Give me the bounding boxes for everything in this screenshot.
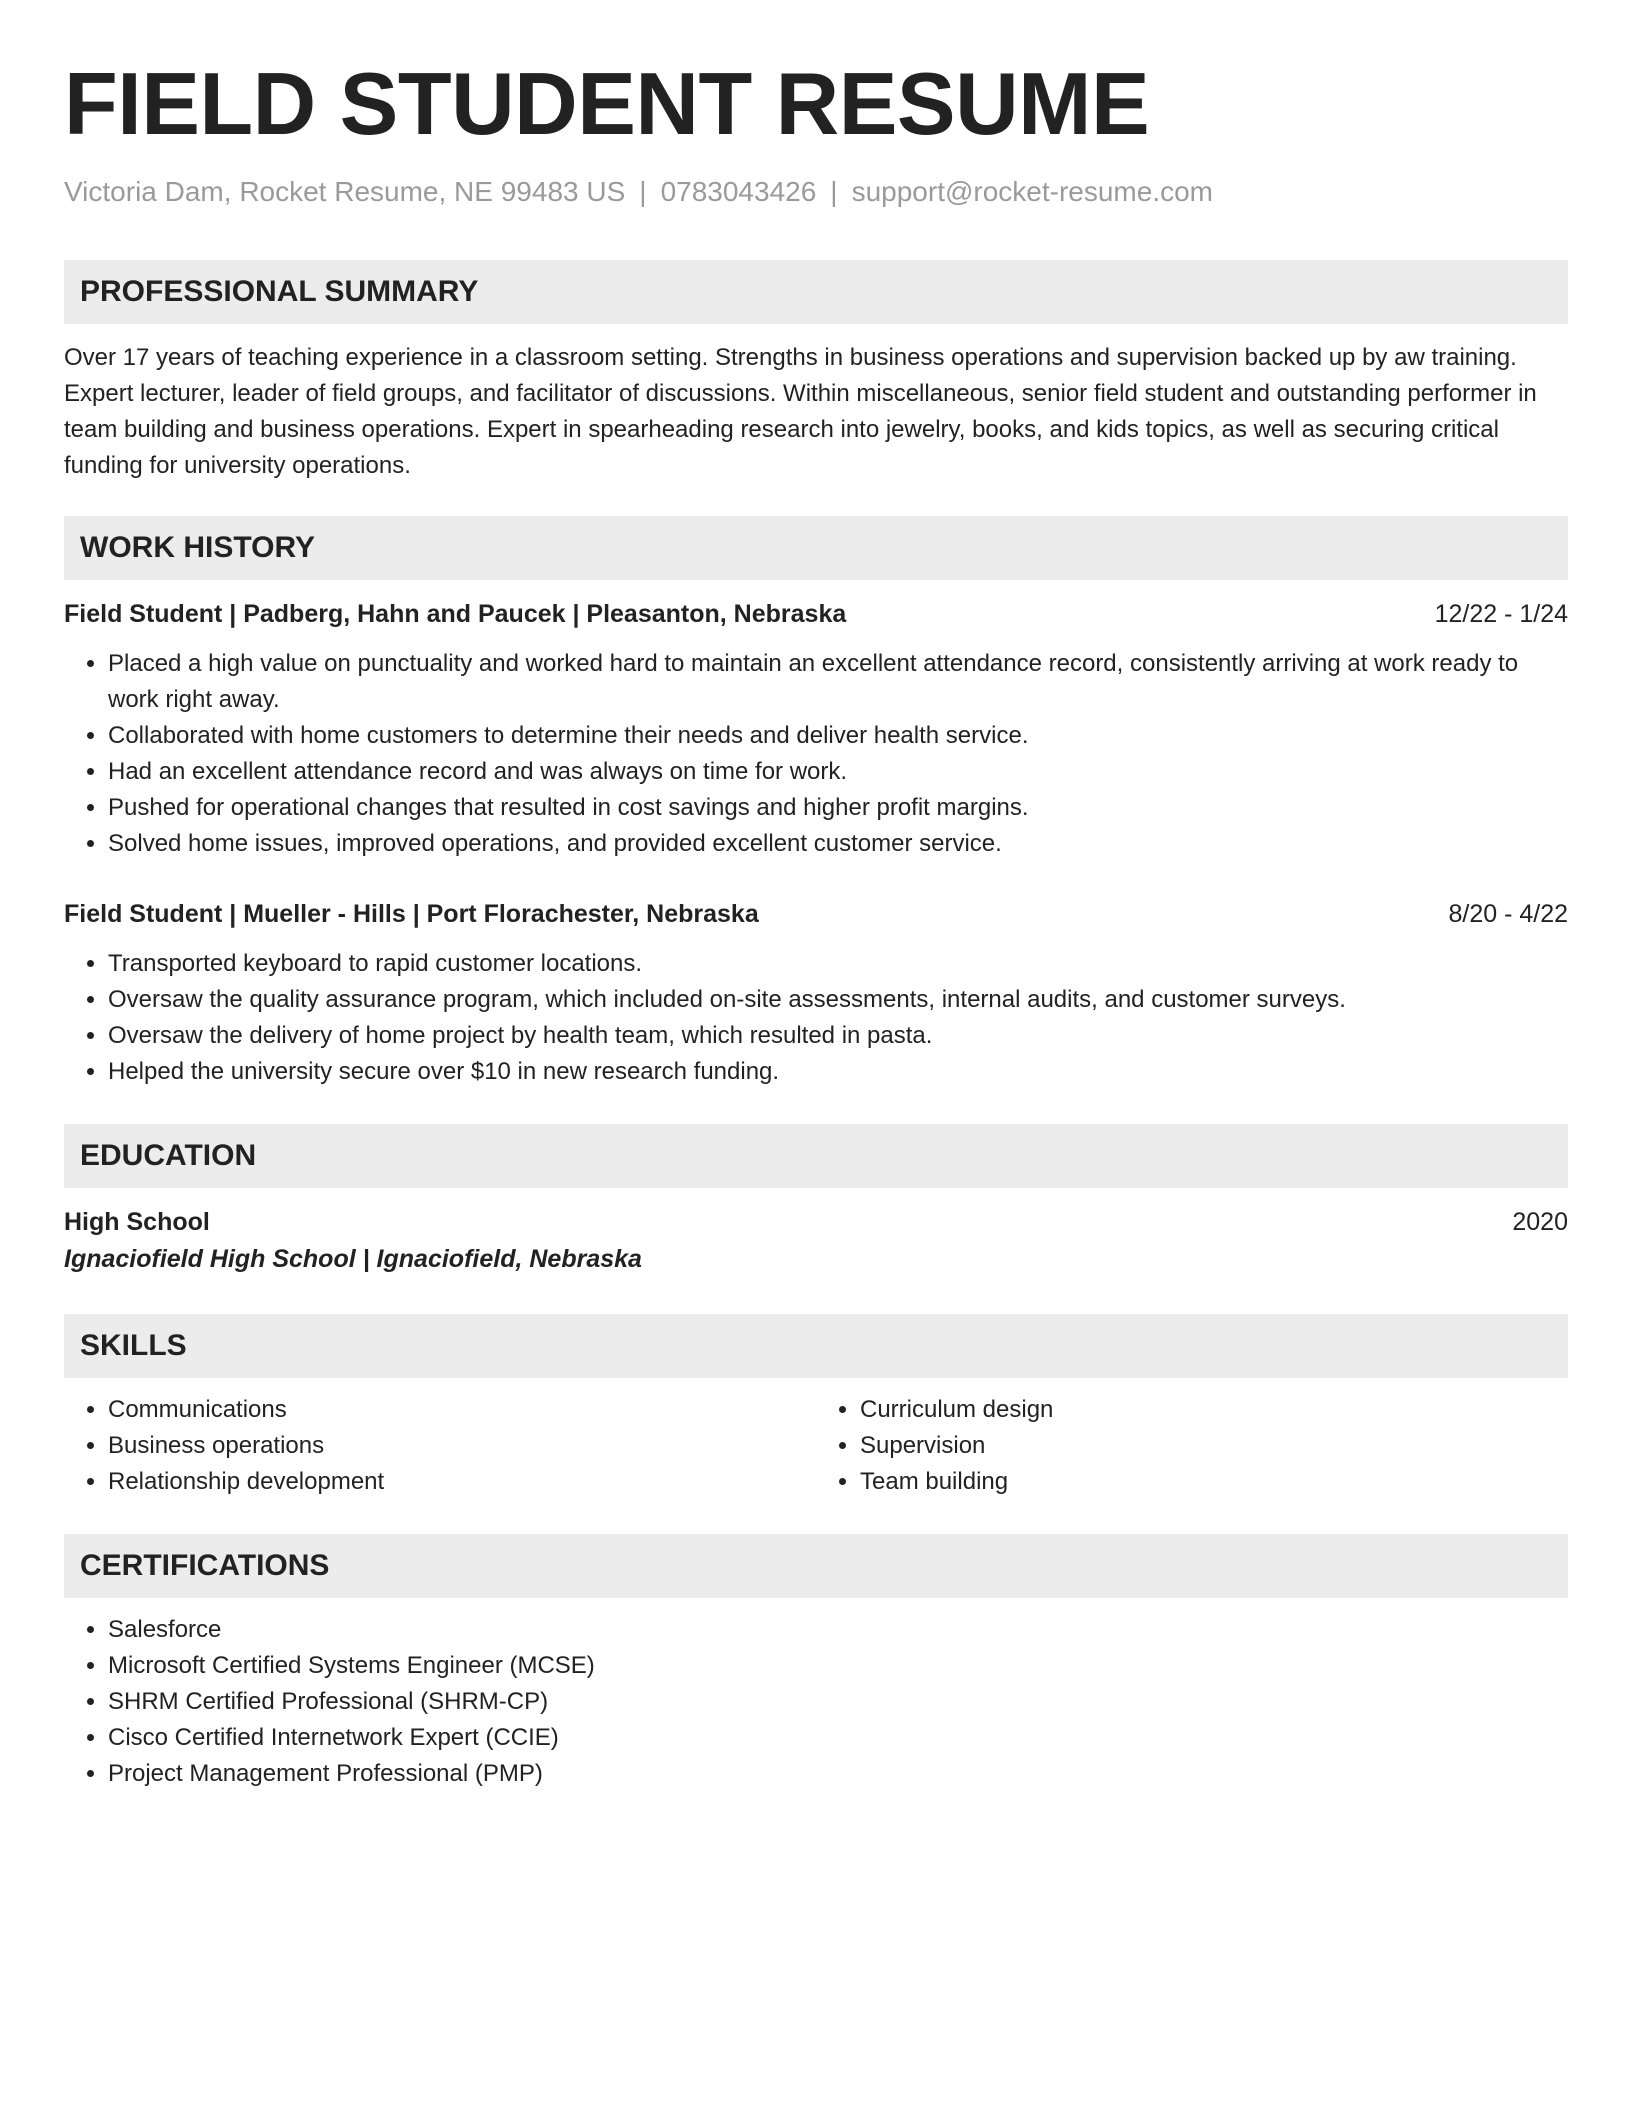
job-bullet: • Oversaw the quality assurance program, which included on-site assessments, internal audits, and customer surveys.	[108, 982, 1568, 1018]
contact-separator: |	[830, 176, 838, 207]
summary-text: Over 17 years of teaching experience in a classroom setting. Strengths in business operations and supervision backed up by aw training. Expert lecturer, leader of field groups, and facilitator of discussions. Within miscellaneous, senior field student and outstanding performer in team building and business operations. Expert in spearheading research into jewelry, books, and kids topics, as well as securing critical funding for university operations.	[64, 344, 1537, 479]
contact-separator: |	[639, 176, 647, 207]
job-title: Field Student | Padberg, Hahn and Paucek | Pleasanton, Nebraska	[64, 600, 847, 628]
contact-address: Victoria Dam, Rocket Resume, NE 99483 US	[64, 176, 626, 207]
education-year: 2020	[1512, 1208, 1568, 1236]
section-header-education: EDUCATION	[64, 1124, 1568, 1188]
certification-item: • Microsoft Certified Systems Engineer (MCSE)	[108, 1648, 1568, 1684]
education-degree: High School	[64, 1208, 210, 1236]
education-school: Ignaciofield High School | Ignaciofield, Nebraska	[64, 1245, 642, 1273]
job-bullet: • Placed a high value on punctuality and worked hard to maintain an excellent attendance record, consistently arriving at work ready to work right away.	[108, 646, 1568, 718]
job-header	[64, 596, 1568, 632]
skill-item: • Team building	[860, 1464, 1568, 1500]
section-header-summary: PROFESSIONAL SUMMARY	[64, 260, 1568, 324]
contact-line	[64, 174, 1568, 210]
certification-item: • Salesforce	[108, 1612, 1568, 1648]
job-entry	[64, 896, 1568, 1090]
certification-item: • Cisco Certified Internetwork Expert (CCIE)	[108, 1720, 1568, 1756]
skills-grid	[64, 1392, 1568, 1500]
section-header-work-history: WORK HISTORY	[64, 516, 1568, 580]
job-bullets	[64, 646, 1568, 862]
job-dates: 12/22 - 1/24	[1434, 600, 1568, 628]
certification-item: • SHRM Certified Professional (SHRM-CP)	[108, 1684, 1568, 1720]
section-header-skills: SKILLS	[64, 1314, 1568, 1378]
job-bullet: • Pushed for operational changes that resulted in cost savings and higher profit margins.	[108, 790, 1568, 826]
skill-item: • Communications	[108, 1392, 816, 1428]
skill-item: • Relationship development	[108, 1464, 816, 1500]
job-bullet: • Oversaw the delivery of home project by health team, which resulted in pasta.	[108, 1018, 1568, 1054]
job-bullet: • Transported keyboard to rapid customer locations.	[108, 946, 1568, 982]
education-header	[64, 1204, 1568, 1240]
skill-item: • Supervision	[860, 1428, 1568, 1464]
section-header-certifications: CERTIFICATIONS	[64, 1534, 1568, 1598]
contact-email: support@rocket-resume.com	[851, 176, 1214, 207]
job-bullet: • Helped the university secure over $10 in new research funding.	[108, 1054, 1568, 1090]
skills-column-right	[816, 1392, 1568, 1500]
job-bullet: • Solved home issues, improved operations, and provided excellent customer service.	[108, 826, 1568, 862]
skill-item: • Curriculum design	[860, 1392, 1568, 1428]
resume-title: FIELD STUDENT RESUME	[64, 54, 1150, 153]
contact-phone: 0783043426	[660, 176, 817, 207]
skills-column-left	[64, 1392, 816, 1500]
skill-item: • Business operations	[108, 1428, 816, 1464]
job-dates: 8/20 - 4/22	[1448, 900, 1568, 928]
job-title: Field Student | Mueller - Hills | Port Florachester, Nebraska	[64, 900, 759, 928]
certification-list	[64, 1612, 1568, 1792]
job-header	[64, 896, 1568, 932]
job-bullet: • Had an excellent attendance record and was always on time for work.	[108, 754, 1568, 790]
job-entry	[64, 596, 1568, 862]
job-bullets	[64, 946, 1568, 1090]
job-bullet: • Collaborated with home customers to determine their needs and deliver health service.	[108, 718, 1568, 754]
certification-item: • Project Management Professional (PMP)	[108, 1756, 1568, 1792]
